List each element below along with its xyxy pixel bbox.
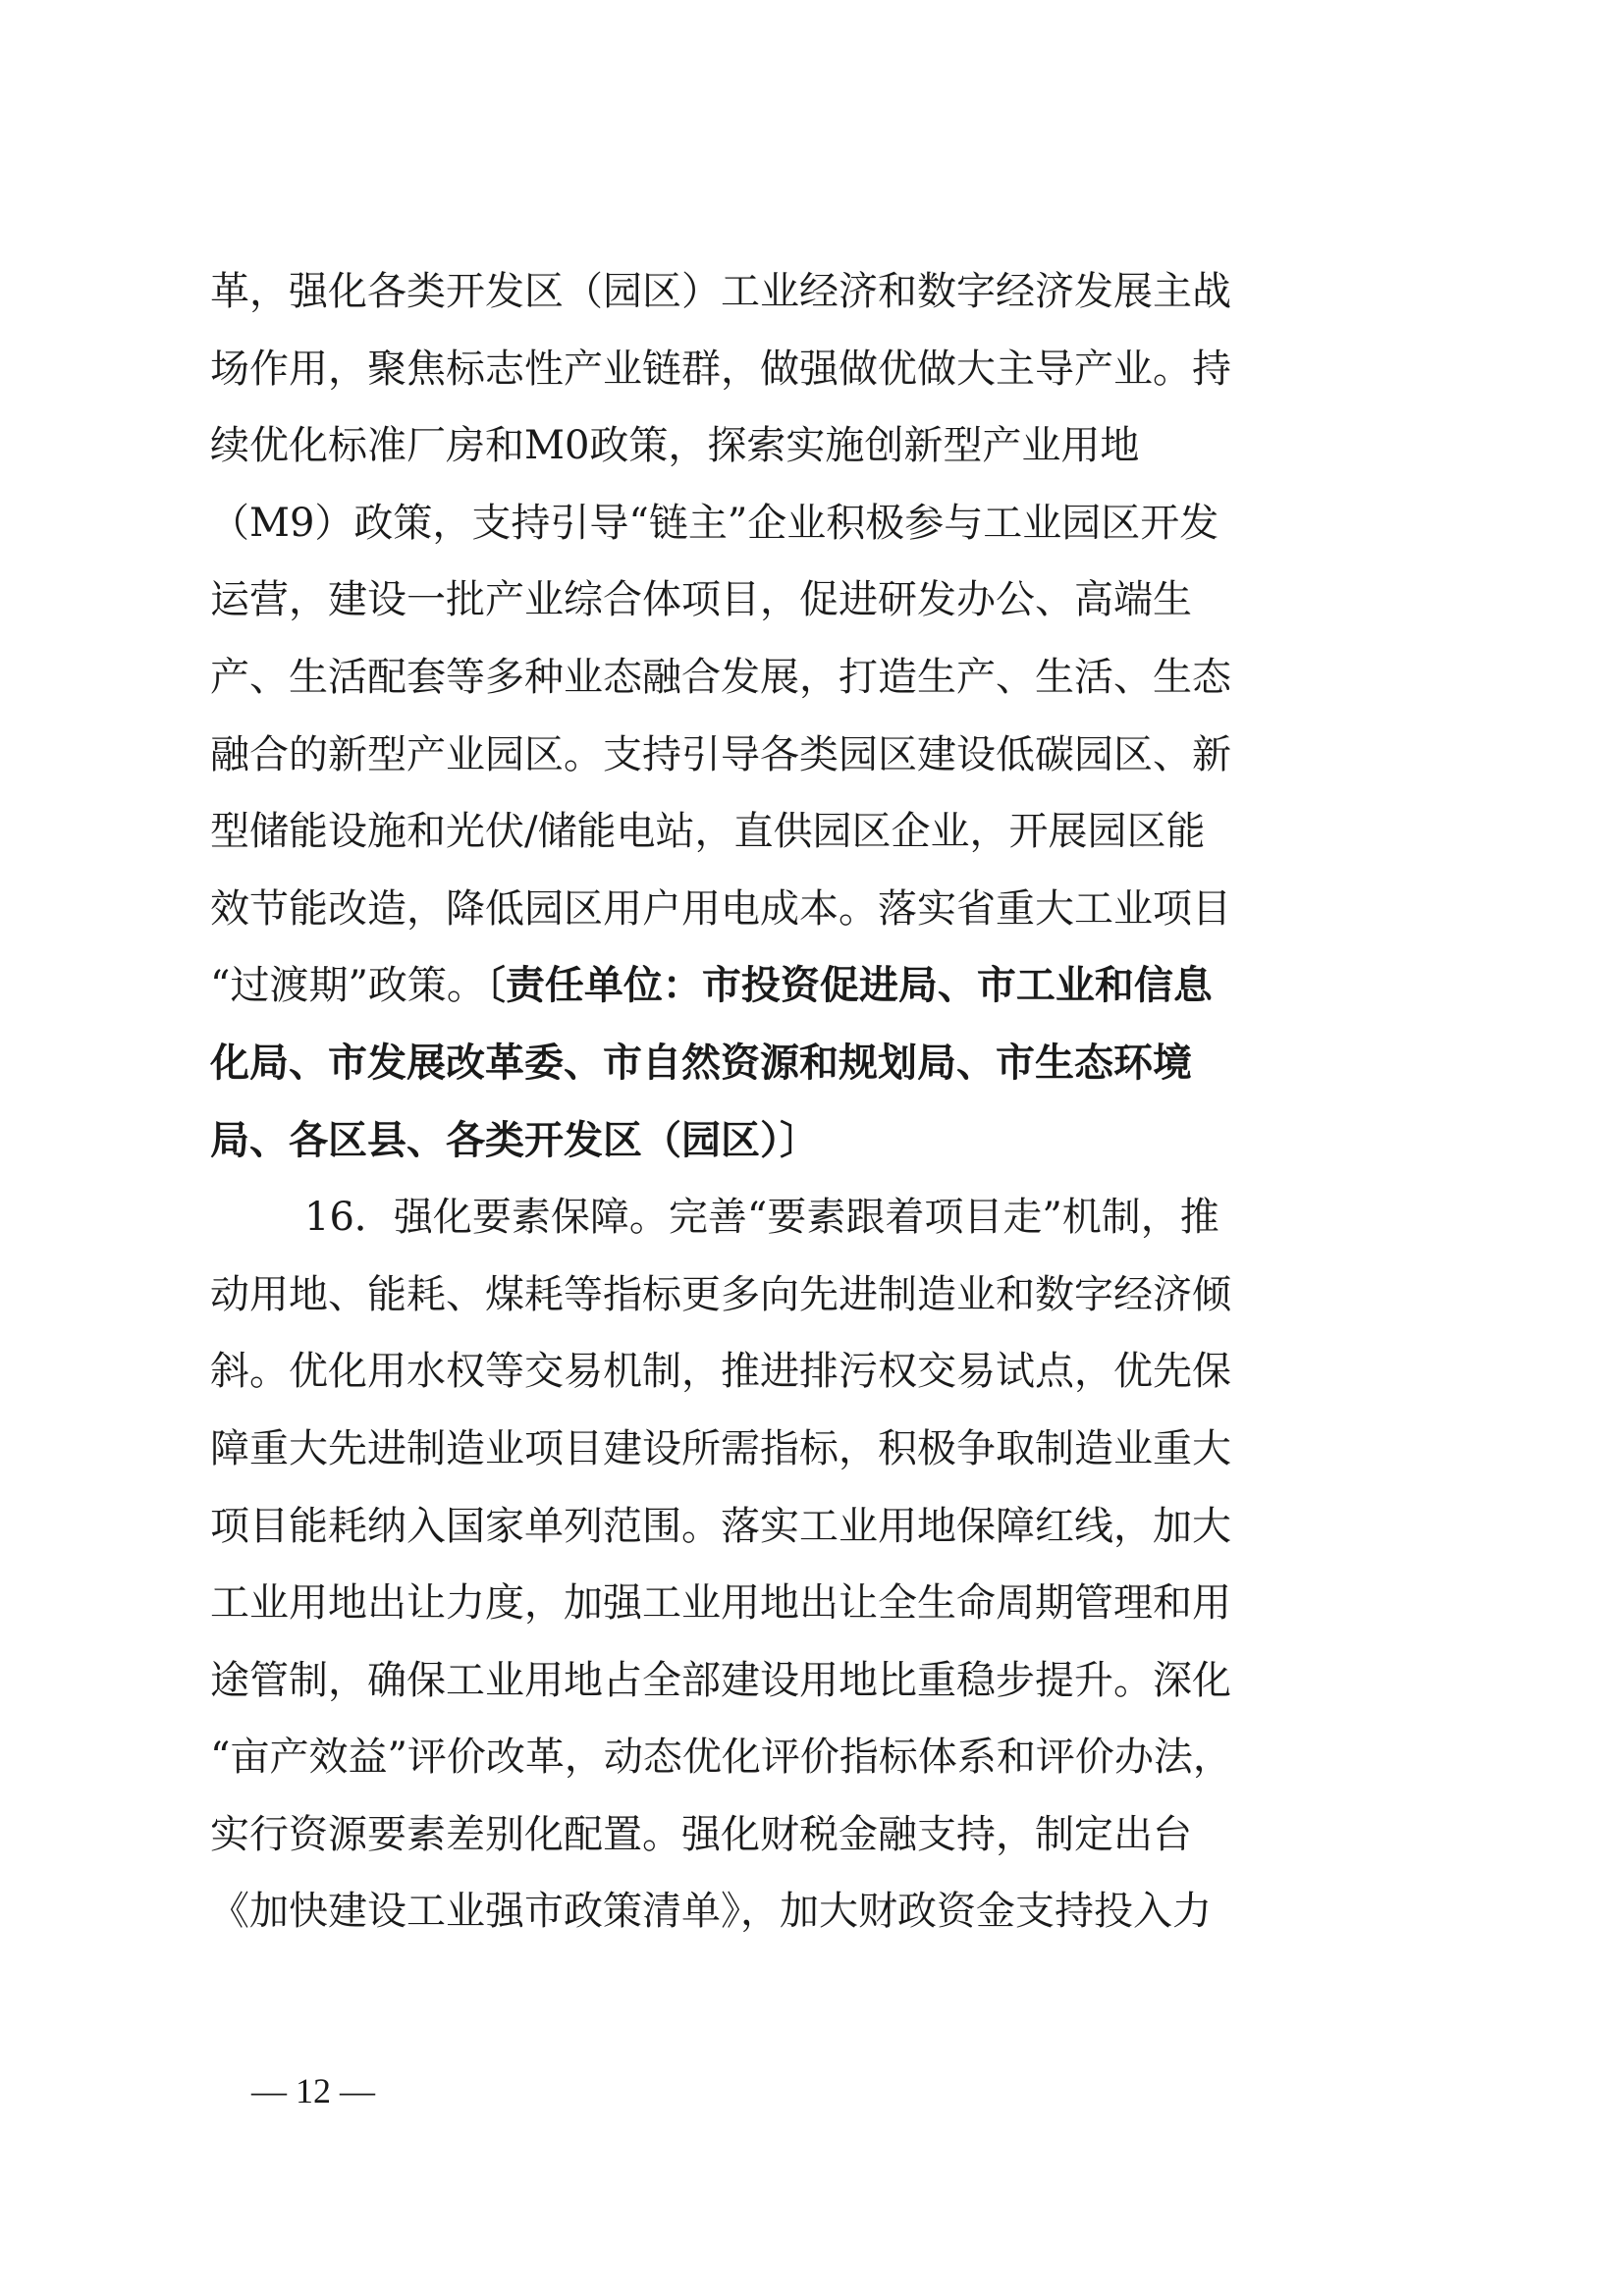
text-line: 运营，建设一批产业综合体项目，促进研发办公、高端生 — [210, 577, 1192, 623]
text-line: “亩产效益”评价改革，动态优化评价指标体系和评价办法， — [210, 1735, 1232, 1781]
text-line: 革，强化各类开发区（园区）工业经济和数字经济发展主战 — [210, 269, 1231, 314]
page-number: — 12 — — [251, 2071, 375, 2110]
responsible-units-line: 局、各区县、各类开发区（园区）〕 — [210, 1116, 819, 1163]
text-line: 障重大先进制造业项目建设所需指标，积极争取制造业重大 — [210, 1425, 1231, 1471]
text-line: （M9）政策，支持引导“链主”企业积极参与工业园区开发 — [210, 500, 1219, 546]
text-line: 续优化标准厂房和M0政策，探索实施创新型产业用地 — [210, 423, 1140, 469]
text-line: 动用地、能耗、煤耗等指标更多向先进制造业和数字经济倾 — [210, 1271, 1231, 1317]
text-line: 效节能改造，降低园区用户用电成本。落实省重大工业项目 — [210, 885, 1231, 932]
text-line: 工业用地出让力度，加强工业用地出让全生命周期管理和用 — [210, 1580, 1231, 1627]
text-line: 融合的新型产业园区。支持引导各类园区建设低碳园区、新 — [210, 731, 1231, 777]
text-line: 场作用，聚焦标志性产业链群，做强做优做大主导产业。持 — [210, 346, 1231, 392]
responsible-units-label: 〔责任单位：市投资促进局、市工业和信息 — [485, 962, 1213, 1009]
body-text — [210, 253, 1428, 1950]
responsible-units-line: 化局、市发展改革委、市自然资源和规划局、市生态环境 — [210, 1039, 1192, 1086]
text-line: 《加快建设工业强市政策清单》，加大财政资金支持投入力 — [210, 1889, 1212, 1935]
section-heading-line: 16．强化要素保障。完善“要素跟着项目走”机制，推 — [304, 1195, 1219, 1241]
text-line-mixed — [210, 947, 1428, 1025]
text-line: 项目能耗纳入国家单列范围。落实工业用地保障红线，加大 — [210, 1503, 1231, 1549]
text-line: 实行资源要素差别化配置。强化财税金融支持，制定出台 — [210, 1811, 1192, 1857]
text-line: 途管制，确保工业用地占全部建设用地比重稳步提升。深化 — [210, 1657, 1231, 1703]
policy-text: “过渡期”政策。 — [210, 963, 486, 1009]
text-line: 斜。优化用水权等交易机制，推进排污权交易试点，优先保 — [210, 1349, 1231, 1395]
text-line: 产、生活配套等多种业态融合发展，打造生产、生活、生态 — [210, 654, 1231, 700]
text-line: 型储能设施和光伏/储能电站，直供园区企业，开展园区能 — [210, 809, 1206, 855]
